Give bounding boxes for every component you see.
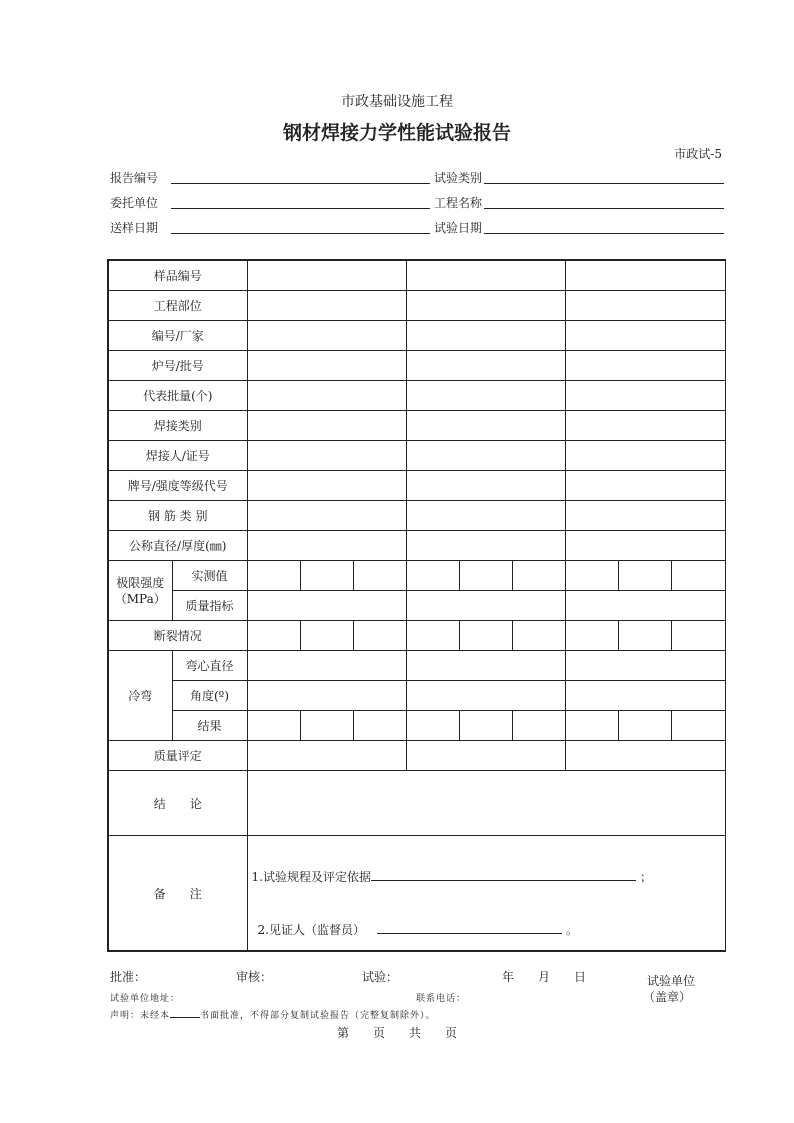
cell[interactable]	[565, 531, 725, 561]
remark-line-1-text: 1.试验规程及评定依据	[251, 870, 371, 884]
cell[interactable]	[247, 531, 406, 561]
cell[interactable]	[406, 471, 565, 501]
remark-line-1-end: ；	[639, 870, 652, 884]
test-date-label: 试验日期	[434, 221, 483, 235]
cell[interactable]	[565, 561, 618, 591]
cell[interactable]	[565, 351, 725, 381]
remark-line-1	[252, 868, 652, 885]
test-date-field[interactable]	[484, 233, 724, 234]
cell[interactable]	[565, 260, 725, 291]
cell[interactable]	[671, 621, 725, 651]
cell[interactable]	[247, 411, 406, 441]
document-subtitle: 市政基础设施工程	[341, 94, 453, 110]
row-label-remarks: 备 注	[108, 836, 247, 952]
cell[interactable]	[300, 561, 353, 591]
cell[interactable]	[406, 260, 565, 291]
row-label-result: 结果	[172, 711, 247, 741]
cell[interactable]	[565, 411, 725, 441]
cell[interactable]	[565, 621, 618, 651]
witness-field[interactable]	[377, 921, 562, 934]
cell[interactable]	[406, 441, 565, 471]
row-label-measured: 实测值	[172, 561, 247, 591]
test-type-label: 试验类别	[434, 171, 483, 185]
sample-date-label: 送样日期	[110, 221, 159, 235]
cell[interactable]	[565, 591, 725, 621]
cell[interactable]	[247, 441, 406, 471]
cell[interactable]	[247, 351, 406, 381]
row-label-welder-cert: 焊接人/证号	[108, 441, 247, 471]
cell[interactable]	[406, 591, 565, 621]
row-label-bend-group: 冷弯	[108, 651, 172, 741]
cell[interactable]	[247, 561, 300, 591]
row-label-project-part: 工程部位	[108, 291, 247, 321]
project-name-field[interactable]	[484, 208, 724, 209]
cell[interactable]	[247, 651, 406, 681]
cell[interactable]	[565, 321, 725, 351]
row-label-bend-diameter: 弯心直径	[172, 651, 247, 681]
cell[interactable]	[406, 381, 565, 411]
cell[interactable]	[406, 291, 565, 321]
statement-start: 声明：未经本	[110, 1011, 171, 1021]
cell[interactable]	[406, 531, 565, 561]
address-label: 试验单位地址：	[110, 994, 181, 1004]
row-label-angle: 角度(º)	[172, 681, 247, 711]
row-label-weld-type: 焊接类别	[108, 411, 247, 441]
cell[interactable]	[459, 621, 512, 651]
cell[interactable]	[406, 561, 459, 591]
row-label-sample-no: 样品编号	[108, 260, 247, 291]
form-code: 市政试-5	[674, 147, 722, 161]
report-no-field[interactable]	[171, 183, 430, 184]
report-no-label: 报告编号	[110, 171, 159, 185]
cell[interactable]	[618, 561, 671, 591]
row-label-grade-code: 牌号/强度等级代号	[108, 471, 247, 501]
cell[interactable]	[671, 711, 725, 741]
phone-label: 联系电话：	[416, 994, 467, 1004]
remark-line-2-end: 。	[565, 923, 578, 937]
cell[interactable]	[353, 621, 406, 651]
cell[interactable]	[618, 621, 671, 651]
remark-line-2-text: 2.见证人（监督员）	[257, 923, 365, 937]
test-type-field[interactable]	[484, 183, 724, 184]
report-table	[107, 259, 726, 952]
basis-field[interactable]	[371, 868, 636, 881]
cell[interactable]	[406, 411, 565, 441]
statement-blank[interactable]	[170, 1008, 200, 1018]
cell[interactable]	[565, 651, 725, 681]
cell[interactable]	[247, 471, 406, 501]
cell[interactable]	[565, 291, 725, 321]
cell[interactable]	[406, 681, 565, 711]
client-label: 委托单位	[110, 196, 159, 210]
row-label-rebar-type: 钢 筋 类 别	[108, 501, 247, 531]
cell[interactable]	[406, 651, 565, 681]
cell[interactable]	[406, 621, 459, 651]
cell[interactable]	[565, 711, 618, 741]
cell[interactable]	[406, 741, 565, 771]
cell[interactable]	[247, 681, 406, 711]
cell[interactable]	[247, 381, 406, 411]
cell[interactable]	[353, 711, 406, 741]
cell[interactable]	[353, 561, 406, 591]
cell[interactable]	[459, 711, 512, 741]
statement	[110, 1008, 436, 1021]
test-unit-label: 试验单位	[647, 974, 696, 988]
cell[interactable]	[459, 561, 512, 591]
cell[interactable]	[565, 471, 725, 501]
test-label: 试验：	[362, 970, 399, 984]
document-title: 钢材焊接力学性能试验报告	[282, 122, 511, 144]
cell[interactable]	[406, 321, 565, 351]
cell[interactable]	[512, 561, 565, 591]
project-name-label: 工程名称	[434, 196, 483, 210]
page-number: 第 页 共 页	[336, 1026, 457, 1040]
cell[interactable]	[406, 351, 565, 381]
seal-label: （盖章）	[643, 990, 692, 1004]
cell[interactable]	[565, 441, 725, 471]
cell[interactable]	[247, 621, 300, 651]
row-label-conclusion: 结 论	[108, 771, 247, 836]
cell[interactable]	[247, 501, 406, 531]
cell[interactable]	[247, 591, 406, 621]
cell[interactable]	[247, 260, 406, 291]
row-label-strength-group: 极限强度 （MPa）	[108, 561, 172, 621]
cell[interactable]	[618, 711, 671, 741]
conclusion-cell[interactable]	[247, 771, 725, 836]
cell[interactable]	[300, 621, 353, 651]
client-field[interactable]	[171, 208, 430, 209]
review-label: 审核：	[236, 970, 273, 984]
cell[interactable]	[247, 711, 300, 741]
row-label-code-maker: 编号/厂家	[108, 321, 247, 351]
cell[interactable]	[247, 741, 406, 771]
remark-line-2	[258, 921, 578, 938]
cell[interactable]	[565, 681, 725, 711]
row-label-furnace-batch: 炉号/批号	[108, 351, 247, 381]
row-label-diameter: 公称直径/厚度(㎜)	[108, 531, 247, 561]
cell[interactable]	[406, 501, 565, 531]
row-label-batch-qty: 代表批量(个)	[108, 381, 247, 411]
row-label-fracture: 断裂情况	[108, 621, 247, 651]
cell[interactable]	[247, 321, 406, 351]
date-label: 年 月 日	[502, 970, 587, 984]
cell[interactable]	[300, 711, 353, 741]
remarks-cell[interactable]	[247, 836, 725, 952]
cell[interactable]	[565, 741, 725, 771]
cell[interactable]	[565, 501, 725, 531]
cell[interactable]	[565, 381, 725, 411]
cell[interactable]	[406, 711, 459, 741]
row-label-quality-index: 质量指标	[172, 591, 247, 621]
sample-date-field[interactable]	[171, 233, 430, 234]
cell[interactable]	[247, 291, 406, 321]
approve-label: 批准：	[110, 970, 147, 984]
cell[interactable]	[671, 561, 725, 591]
cell[interactable]	[512, 711, 565, 741]
statement-end: 书面批准，不得部分复制试验报告（完整复制除外）。	[200, 1011, 436, 1021]
row-label-evaluation: 质量评定	[108, 741, 247, 771]
cell[interactable]	[512, 621, 565, 651]
